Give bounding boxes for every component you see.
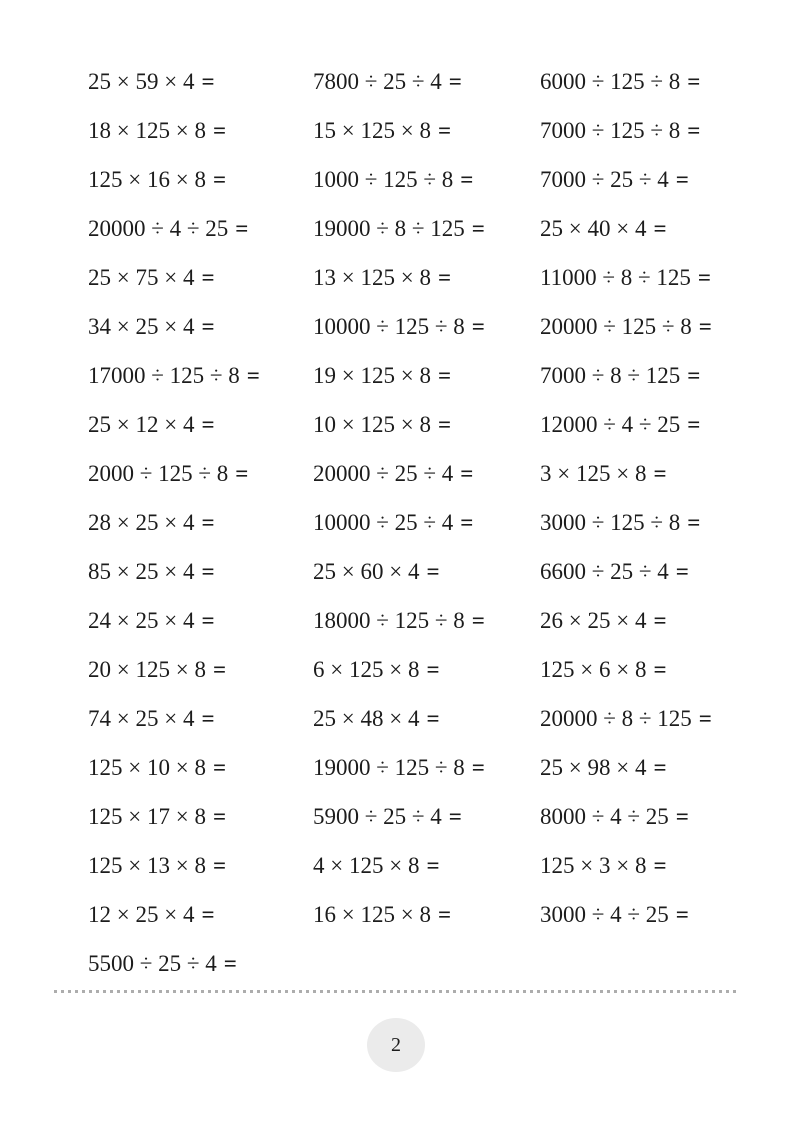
equals-sign: = [687,68,701,94]
problem-expression: 125 × 17 × 8 [88,803,206,829]
equals-sign: = [201,509,215,535]
problem-expression: 24 × 25 × 4 [88,607,195,633]
problem-expression: 19000 ÷ 8 ÷ 125 [313,215,465,241]
problem-expression: 25 × 40 × 4 [540,215,647,241]
problem-expression: 18000 ÷ 125 ÷ 8 [313,607,465,633]
problem-row [540,155,712,204]
problem-expression: 20000 ÷ 25 ÷ 4 [313,460,454,486]
problem-expression: 3000 ÷ 4 ÷ 25 [540,901,669,927]
problem-column-1 [88,57,260,988]
problem-row [540,400,712,449]
problem-expression: 125 × 16 × 8 [88,166,206,192]
problem-expression: 25 × 60 × 4 [313,558,420,584]
problem-row [88,939,260,988]
equals-sign: = [235,215,249,241]
problem-expression: 125 × 13 × 8 [88,852,206,878]
equals-sign: = [437,362,452,388]
problem-expression: 6 × 125 × 8 [313,656,420,682]
problem-row [88,890,260,939]
problem-row [313,645,485,694]
problem-expression: 3 × 125 × 8 [540,460,647,486]
problem-expression: 6000 ÷ 125 ÷ 8 [540,68,681,94]
equals-sign: = [437,264,452,290]
problem-expression: 10000 ÷ 125 ÷ 8 [313,313,465,339]
equals-sign: = [687,117,701,143]
problem-row [313,890,485,939]
problem-row [313,498,485,547]
problem-column-3 [540,57,712,939]
problem-row [540,302,712,351]
problem-row [313,841,485,890]
equals-sign: = [675,901,689,927]
equals-sign: = [687,411,701,437]
problem-expression: 19 × 125 × 8 [313,362,431,388]
problem-expression: 74 × 25 × 4 [88,705,195,731]
equals-sign: = [246,362,260,388]
equals-sign: = [460,166,474,192]
problem-row [88,547,260,596]
problem-row [313,106,485,155]
equals-sign: = [212,656,227,682]
problem-row [88,792,260,841]
problem-expression: 7800 ÷ 25 ÷ 4 [313,68,442,94]
problem-expression: 7000 ÷ 8 ÷ 125 [540,362,681,388]
problem-column-2 [313,57,485,939]
problem-row [88,253,260,302]
problem-row [313,449,485,498]
equals-sign: = [437,901,452,927]
equals-sign: = [675,558,689,584]
problem-row [540,547,712,596]
equals-sign: = [653,215,667,241]
problem-row [313,57,485,106]
problem-expression: 7000 ÷ 25 ÷ 4 [540,166,669,192]
problem-expression: 12 × 25 × 4 [88,901,195,927]
equals-sign: = [471,607,485,633]
page-number: 2 [391,1033,401,1056]
equals-sign: = [201,901,215,927]
problem-expression: 6600 ÷ 25 ÷ 4 [540,558,669,584]
problem-row [88,498,260,547]
equals-sign: = [201,558,215,584]
problem-expression: 10 × 125 × 8 [313,411,431,437]
equals-sign: = [675,166,689,192]
equals-sign: = [212,754,227,780]
equals-sign: = [437,117,452,143]
equals-sign: = [426,705,440,731]
problem-row [540,596,712,645]
problem-row [540,841,712,890]
problem-expression: 5500 ÷ 25 ÷ 4 [88,950,217,976]
equals-sign: = [201,313,215,339]
equals-sign: = [653,656,667,682]
problem-expression: 10000 ÷ 25 ÷ 4 [313,509,454,535]
page-number-badge [367,1018,425,1072]
problem-expression: 5900 ÷ 25 ÷ 4 [313,803,442,829]
equals-sign: = [687,362,701,388]
problem-row [88,155,260,204]
problem-row [88,204,260,253]
equals-sign: = [698,705,712,731]
problem-expression: 25 × 48 × 4 [313,705,420,731]
problem-expression: 16 × 125 × 8 [313,901,431,927]
problem-row [313,302,485,351]
problem-row [313,155,485,204]
equals-sign: = [212,117,227,143]
equals-sign: = [460,460,474,486]
equals-sign: = [448,68,462,94]
problem-expression: 20000 ÷ 8 ÷ 125 [540,705,692,731]
equals-sign: = [212,803,227,829]
equals-sign: = [653,852,667,878]
problem-expression: 34 × 25 × 4 [88,313,195,339]
equals-sign: = [697,264,712,290]
problem-row [313,204,485,253]
equals-sign: = [471,215,485,241]
problem-row [88,841,260,890]
problem-row [540,792,712,841]
problem-expression: 8000 ÷ 4 ÷ 25 [540,803,669,829]
equals-sign: = [653,754,667,780]
equals-sign: = [201,68,215,94]
equals-sign: = [471,754,485,780]
problem-expression: 25 × 98 × 4 [540,754,647,780]
problem-expression: 18 × 125 × 8 [88,117,206,143]
problem-expression: 15 × 125 × 8 [313,117,431,143]
equals-sign: = [201,705,215,731]
dotted-divider [54,990,740,993]
problem-row [313,253,485,302]
equals-sign: = [201,264,215,290]
problem-row [88,106,260,155]
equals-sign: = [675,803,689,829]
problem-row [540,449,712,498]
problem-row [540,106,712,155]
problem-expression: 25 × 75 × 4 [88,264,195,290]
problem-expression: 11000 ÷ 8 ÷ 125 [540,264,691,290]
problem-expression: 125 × 3 × 8 [540,852,647,878]
problem-expression: 26 × 25 × 4 [540,607,647,633]
problem-row [313,351,485,400]
problem-row [88,449,260,498]
problem-row [540,57,712,106]
problem-row [88,694,260,743]
equals-sign: = [426,852,440,878]
problem-expression: 19000 ÷ 125 ÷ 8 [313,754,465,780]
problem-expression: 4 × 125 × 8 [313,852,420,878]
equals-sign: = [235,460,249,486]
problem-expression: 28 × 25 × 4 [88,509,195,535]
problem-row [88,645,260,694]
problem-row [540,351,712,400]
equals-sign: = [201,607,215,633]
equals-sign: = [460,509,474,535]
problem-expression: 3000 ÷ 125 ÷ 8 [540,509,681,535]
problem-expression: 20000 ÷ 125 ÷ 8 [540,313,692,339]
equals-sign: = [471,313,485,339]
problem-row [88,57,260,106]
problem-expression: 20 × 125 × 8 [88,656,206,682]
equals-sign: = [437,411,452,437]
problem-row [540,694,712,743]
equals-sign: = [223,950,237,976]
problem-expression: 17000 ÷ 125 ÷ 8 [88,362,240,388]
problem-expression: 1000 ÷ 125 ÷ 8 [313,166,454,192]
problem-row [88,351,260,400]
equals-sign: = [653,460,667,486]
problem-row [313,400,485,449]
problem-row [313,792,485,841]
equals-sign: = [201,411,215,437]
problem-row [88,743,260,792]
problem-expression: 20000 ÷ 4 ÷ 25 [88,215,229,241]
problem-row [313,547,485,596]
problem-expression: 13 × 125 × 8 [313,264,431,290]
problem-row [540,204,712,253]
problem-row [540,253,712,302]
problem-expression: 12000 ÷ 4 ÷ 25 [540,411,681,437]
problem-row [540,498,712,547]
problem-row [313,743,485,792]
problem-row [88,400,260,449]
equals-sign: = [448,803,462,829]
problem-expression: 25 × 12 × 4 [88,411,195,437]
problem-row [313,694,485,743]
problem-expression: 125 × 6 × 8 [540,656,647,682]
problem-expression: 7000 ÷ 125 ÷ 8 [540,117,681,143]
problem-expression: 25 × 59 × 4 [88,68,195,94]
problem-expression: 125 × 10 × 8 [88,754,206,780]
problem-expression: 85 × 25 × 4 [88,558,195,584]
problem-row [88,596,260,645]
equals-sign: = [687,509,701,535]
problem-expression: 2000 ÷ 125 ÷ 8 [88,460,229,486]
problem-row [540,743,712,792]
equals-sign: = [426,656,440,682]
problem-row [540,890,712,939]
equals-sign: = [212,166,227,192]
problem-row [540,645,712,694]
problem-row [313,596,485,645]
problem-row [88,302,260,351]
equals-sign: = [212,852,227,878]
equals-sign: = [698,313,712,339]
equals-sign: = [653,607,667,633]
equals-sign: = [426,558,440,584]
